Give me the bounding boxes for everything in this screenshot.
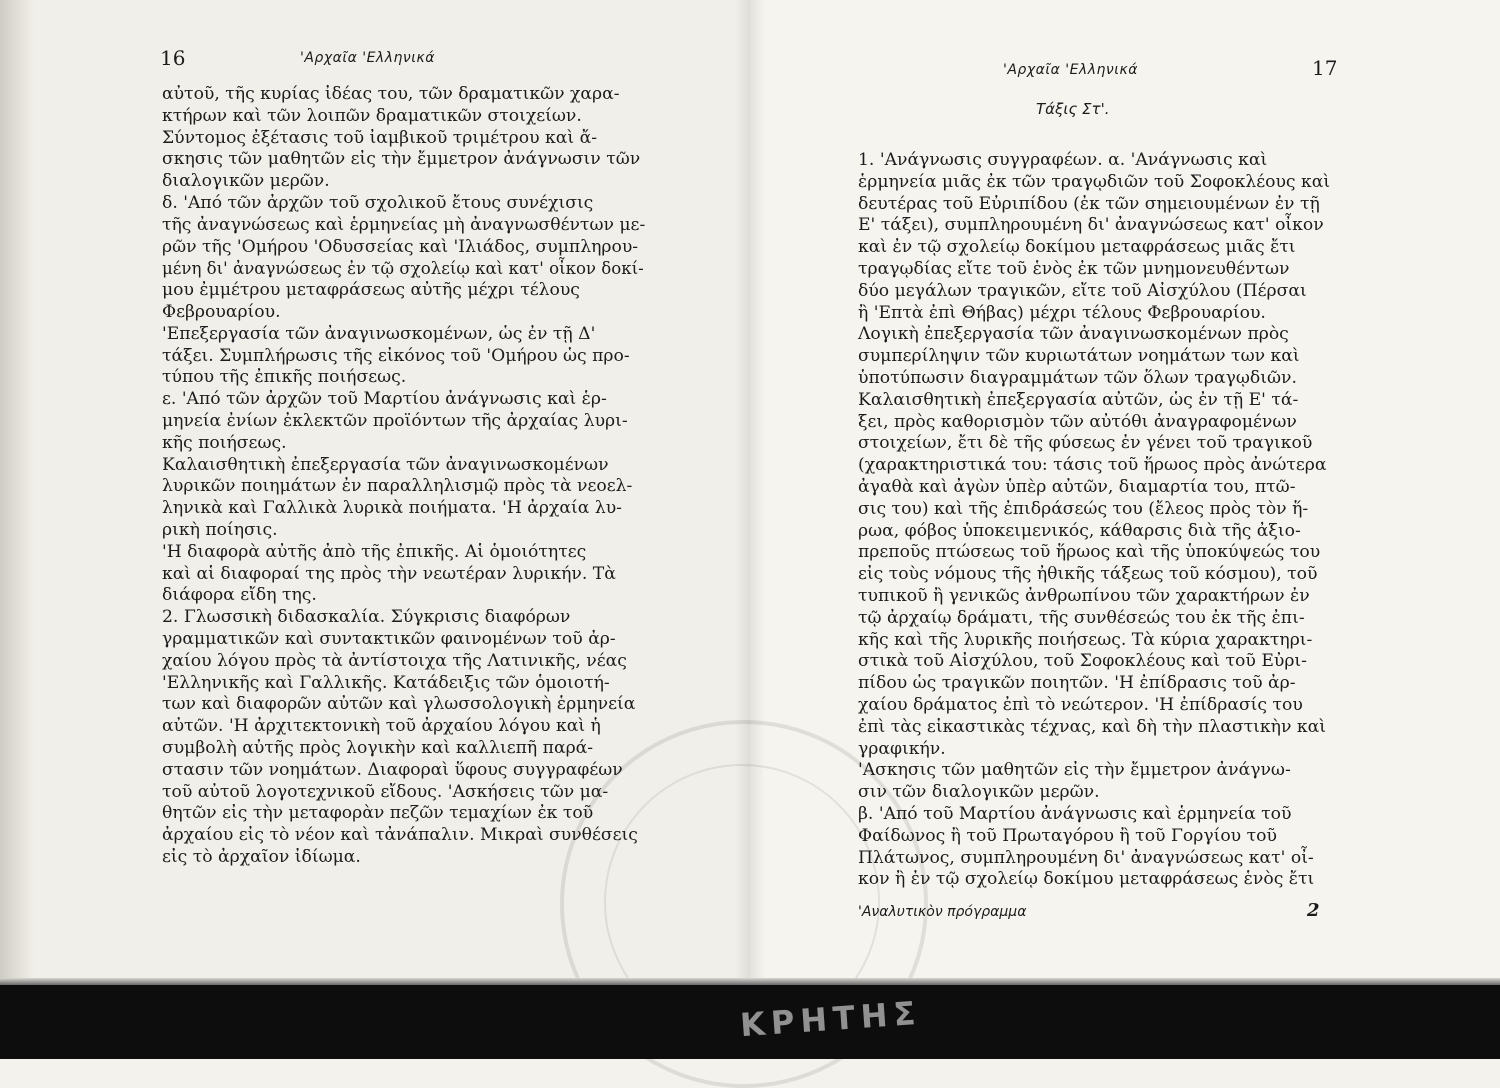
left-text-line: 'Η διαφορὰ αὐτῆς ἀπὸ τῆς ἐπικῆς. Αἱ ὁμοιότητες	[162, 541, 587, 562]
left-text-line: ρικὴ ποίησις.	[162, 519, 278, 540]
right-text-line: καὶ ἐν τῷ σχολείῳ δοκίμου μεταφράσεως μιᾶς ἔτι	[858, 237, 1296, 258]
left-text-line: 'Επεξεργασία τῶν ἀναγινωσκομένων, ὡς ἐν τῇ Δ'	[162, 323, 596, 344]
right-text-line: Καλαισθητικὴ ἐπεξεργασία αὐτῶν, ὡς ἐν τῇ Ε' τά-	[858, 389, 1299, 410]
right-running-header: 'Αρχαῖα 'Ελληνικά	[1003, 62, 1138, 78]
right-text-line: γραφικήν.	[858, 738, 946, 759]
left-text-line: καὶ αἱ διαφοραί της πρὸς τὴν νεωτέραν λυρικήν. Τὰ	[162, 563, 616, 584]
left-text-line: Φεβρουαρίου.	[162, 301, 281, 322]
right-text-line: ὑποτύπωσιν διαγραμμάτων τῶν ὅλων τραγῳδιῶν.	[858, 367, 1297, 388]
right-text-line: εἰς τοὺς νόμους τῆς ἠθικῆς τάξεως τοῦ κόσμου), τοῦ	[858, 564, 1318, 585]
left-text-line: ληνικὰ καὶ Γαλλικὰ λυρικὰ ποιήματα. 'Η ἀρχαία λυ-	[162, 498, 622, 519]
left-text-line: μένη δι' ἀναγνώσεως ἐν τῷ σχολείῳ καὶ κατ' οἶκον δοκί-	[162, 259, 644, 279]
right-text-line: χαίου δράματος ἐπὶ τὸ νεώτερον. 'Η ἐπίδρασίς του	[858, 694, 1303, 715]
left-text-line: ἀρχαίου εἰς τὸ νέον καὶ τἀνάπαλιν. Μικραὶ συνθέσεις	[162, 825, 638, 846]
right-text-line: σις του) καὶ τῆς ἐπιδράσεώς του (ἔλεος πρὸς τὸν ἥ-	[858, 498, 1309, 519]
right-text-line: συμπερίληψιν τῶν κυριωτάτων νοημάτων των καὶ	[858, 346, 1300, 367]
left-text-line: κτήρων καὶ τῶν λοιπῶν δραματικῶν στοιχείων.	[162, 105, 582, 126]
left-text-line: γραμματικῶν καὶ συντακτικῶν φαινομένων τοῦ ἀρ-	[162, 628, 616, 649]
left-text-line: συμβολὴ αὐτῆς πρὸς λογικὴν καὶ καλλιεπῆ παρά-	[162, 737, 594, 758]
right-text-line: ἀγαθὰ καὶ ἀγὼν ὑπὲρ αὐτῶν, διαμαρτία του, πτῶ-	[858, 476, 1296, 497]
left-text-line: τάξει. Συμπλήρωσις τῆς εἰκόνος τοῦ 'Ομήρου ὡς προ-	[162, 345, 630, 366]
right-text-line: 'Ασκησις τῶν μαθητῶν εἰς τὴν ἔμμετρον ἀνάγνω-	[858, 760, 1291, 781]
left-running-header: 'Αρχαῖα 'Ελληνικά	[300, 50, 435, 66]
left-text-column	[162, 84, 647, 869]
left-text-line: των καὶ διαφορῶν αὐτῶν καὶ γλωσσολογικὴ ἑρμηνεία	[162, 694, 636, 715]
right-text-line: Πλάτωνος, συμπληρουμένη δι' ἀναγνώσεως κατ' οἶ-	[858, 847, 1314, 868]
right-text-line: ἑρμηνεία μιᾶς ἐκ τῶν τραγῳδιῶν τοῦ Σοφοκλέους καὶ	[858, 171, 1331, 192]
right-text-line: τυπικοῦ ἢ γενικῶς ἀνθρωπίνου τῶν χαρακτήρων ἐν	[858, 585, 1310, 606]
right-text-line: ἢ 'Επτὰ ἐπὶ Θήβας) μέχρι τέλους Φεβρουαρίου.	[858, 302, 1266, 323]
left-page-number: 16	[160, 46, 186, 70]
left-text-line: Καλαισθητικὴ ἐπεξεργασία τῶν ἀναγινωσκομένων	[162, 454, 609, 475]
left-text-line: διάφορα εἴδη της.	[162, 585, 317, 606]
scan-edge-shadow	[0, 0, 34, 985]
right-text-line: Λογικὴ ἐπεξεργασία τῶν ἀναγινωσκομένων πρὸς	[858, 324, 1289, 345]
right-text-line: πρεποῦς πτώσεως τοῦ ἥρωος καὶ τῆς ὑποκύψεώς του	[858, 542, 1321, 563]
left-text-line: θητῶν εἰς τὴν μεταφορὰν πεζῶν τεμαχίων ἐκ τοῦ	[162, 803, 594, 824]
right-text-line: κῆς καὶ τῆς λυρικῆς ποιήσεως. Τὰ κύρια χαρακτηρι-	[858, 629, 1313, 650]
right-text-line: ρωα, φόβος ὑποκειμενικός, κάθαρσις διὰ τῆς ἀξιο-	[858, 520, 1301, 541]
right-text-line: β. 'Από τοῦ Μαρτίου ἀνάγνωσις καὶ ἑρμηνεία τοῦ	[858, 803, 1292, 824]
left-text-line: σκησις τῶν μαθητῶν εἰς τὴν ἔμμετρον ἀνάγνωσιν τῶν	[162, 149, 641, 170]
left-text-line: τύπου τῆς ἐπικῆς ποιήσεως.	[162, 367, 407, 388]
footer-signature: 'Αναλυτικὸν πρόγραμμα	[858, 904, 1027, 920]
left-text-line: εἰς τὸ ἀρχαῖον ἰδίωμα.	[162, 846, 361, 867]
left-text-line: αὐτοῦ, τῆς κυρίας ἰδέας του, τῶν δραματικῶν χαρα-	[162, 84, 620, 104]
right-text-line: (χαρακτηριστικά του: τάσις τοῦ ἥρωος πρὸς ἀνώτερα	[858, 455, 1327, 476]
footer-signature-mark: 2	[1307, 900, 1320, 921]
right-text-line: στικὰ τοῦ Αἰσχύλου, τοῦ Σοφοκλέους καὶ τοῦ Εὐρι-	[858, 651, 1307, 672]
right-text-line: ἐπὶ τὰς εἰκαστικὰς τέχνας, καὶ δὴ τὴν πλαστικὴν καὶ	[858, 716, 1326, 737]
left-text-line: διαλογικῶν μερῶν.	[162, 171, 330, 192]
right-text-line: σιν τῶν διαλογικῶν μερῶν.	[858, 782, 1100, 803]
left-text-line: μου ἐμμέτρου μεταφράσεως αὐτῆς μέχρι τέλους	[162, 280, 580, 301]
left-text-line: 2. Γλωσσικὴ διδασκαλία. Σύγκρισις διαφόρων	[162, 607, 571, 628]
left-text-line: στασιν τῶν νοημάτων. Διαφοραὶ ὕφους συγγραφέων	[162, 759, 623, 780]
right-text-line: πίδου ὡς τραγικῶν ποιητῶν. 'Η ἐπίδρασις τοῦ ἀρ-	[858, 673, 1296, 694]
right-page-number: 17	[1312, 56, 1338, 80]
right-text-line: στοιχείων, ἔτι δὲ τῆς φύσεως ἐν γένει τοῦ τραγικοῦ	[858, 433, 1313, 454]
left-text-line: τοῦ αὐτοῦ λογοτεχνικοῦ εἴδους. 'Ασκήσεις τῶν μα-	[162, 781, 609, 802]
left-text-line: λυρικῶν ποιημάτων ἐν παραλληλισμῷ πρὸς τὰ νεοελ-	[162, 476, 633, 497]
left-text-line: δ. 'Από τῶν ἀρχῶν τοῦ σχολικοῦ ἔτους συνέχισις	[162, 192, 594, 213]
right-text-line: τῷ ἀρχαίῳ δράματι, τῆς συνθέσεώς του ἐκ τῆς ἐπι-	[858, 607, 1305, 628]
right-text-line: ξει, πρὸς καθορισμὸν τῶν αὐτόθι ἀναγραφομένων	[858, 411, 1297, 432]
left-text-line: ε. 'Από τῶν ἀρχῶν τοῦ Μαρτίου ἀνάγνωσις καὶ ἑρ-	[162, 389, 607, 410]
right-text-line: δύο μεγάλων τραγικῶν, εἴτε τοῦ Αἰσχύλου (Πέρσαι	[858, 280, 1307, 301]
right-text-line: Ε' τάξει), συμπληρουμένη δι' ἀναγνώσεως κατ' οἶκον	[858, 215, 1324, 236]
left-text-line: αὐτῶν. 'Η ἀρχιτεκτονικὴ τοῦ ἀρχαίου λόγου καὶ ἡ	[162, 716, 601, 737]
left-text-line: 'Ελληνικῆς καὶ Γαλλικῆς. Κατάδειξις τῶν ὁμοιοτή-	[162, 672, 610, 693]
library-stamp-text: ΚΡΗΤΗΣ	[738, 993, 923, 1045]
right-text-line: 1. 'Ανάγνωσις συγγραφέων. α. 'Ανάγνωσις καὶ	[858, 150, 1268, 170]
right-text-column	[858, 150, 1343, 891]
section-title: Τάξις Στ'.	[1036, 100, 1110, 118]
right-text-line: κον ἢ ἐν τῷ σχολείῳ δοκίμου μεταφράσεως ἑνὸς ἔτι	[858, 869, 1315, 890]
left-text-line: τῆς ἀναγνώσεως καὶ ἑρμηνείας μὴ ἀναγνωσθέντων με-	[162, 214, 646, 235]
left-text-line: μηνεία ἐνίων ἐκλεκτῶν προϊόντων τῆς ἀρχαίας λυρι-	[162, 410, 628, 431]
left-text-line: κῆς ποιήσεως.	[162, 432, 287, 453]
right-text-line: δευτέρας τοῦ Εὐριπίδου (ἐκ τῶν σημειουμένων ἐν τῇ	[858, 193, 1320, 214]
right-text-line: τραγῳδίας εἴτε τοῦ ἑνὸς ἐκ τῶν μνημονευθέντων	[858, 258, 1290, 279]
right-text-line: Φαίδωνος ἢ τοῦ Πρωταγόρου ἢ τοῦ Γοργίου τοῦ	[858, 825, 1277, 846]
left-text-line: Σύντομος ἐξέτασις τοῦ ἰαμβικοῦ τριμέτρου καὶ ἄ-	[162, 127, 598, 148]
left-text-line: ρῶν τῆς 'Ομήρου 'Οδυσσείας καὶ 'Ιλιάδος, συμπληρου-	[162, 236, 639, 257]
left-text-line: χαίου λόγου πρὸς τὰ ἀντίστοιχα τῆς Λατινικῆς, νέας	[162, 650, 627, 671]
